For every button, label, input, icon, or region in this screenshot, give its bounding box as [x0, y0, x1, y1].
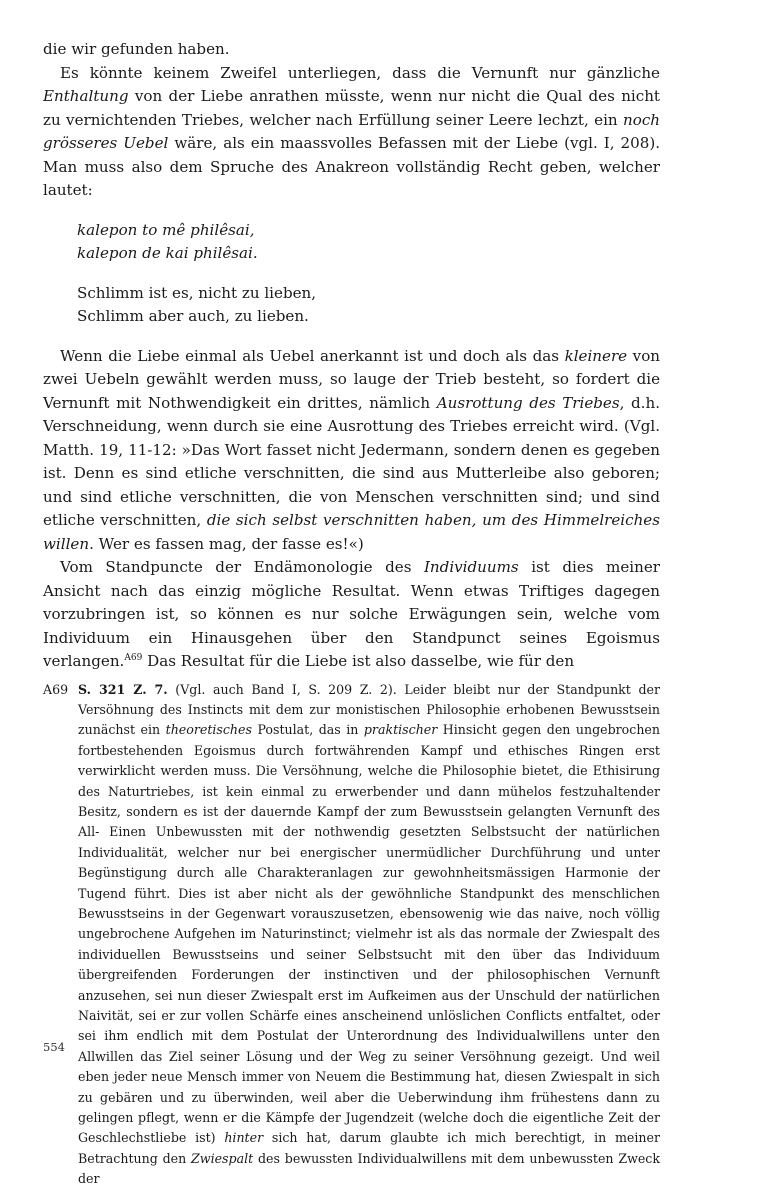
- emphasis: noch grösseres Uebel: [43, 110, 660, 152]
- text-run: von zwei Uebeln gewählt werden muss, so lauge der Trieb besteht, so fordert die Vernunft mit Nothwendigkeit ein drittes, nämlich: [43, 346, 660, 412]
- note-reference: S. 321 Z. 7.: [78, 681, 168, 697]
- text-run: . Wer es fassen mag, der fasse es!«): [89, 534, 364, 553]
- text-run: Es könnte keinem Zweifel unterliegen, dass die Vernunft nur gänzliche: [60, 63, 660, 82]
- paragraph-continuation: die wir gefunden haben.: [43, 40, 230, 58]
- paragraph-enthaltung: [43, 62, 660, 203]
- text-run: Wenn die Liebe einmal als Uebel anerkannt ist und doch als das: [60, 346, 565, 365]
- paragraph-standpunct: [43, 556, 660, 674]
- text-run: Hinsicht gegen den ungebrochen fortbestehenden Egoismus durch fortwährenden Kampf und ethisches Ringen erst verwirklicht werden muss. Die Versöhnung, welche die Philosophie bietet, die Ethisirung des Naturtriebes, ist kein einmal zu erwerbender und dann mühelos festzuhaltender Besitz, sondern es ist der dauernde Kampf der zum Bewusstsein gelangten Vernunft des All- Einen Unbewussten mit der nothwendig gesetzten Selbstsucht der natürlichen Individualität, welcher nur bei energischer unermüdlicher Durchführung und unter Begünstigung durch alle Charakteranlagen zur gewohnheitsmässigen Harmonie der Tugend führt. Dies ist aber nicht als der gewöhnliche Standpunkt des menschlichen Bewusstseins in der Gegenwart vorauszusetzen, ebensowenig wie das naive, noch völlig ungebrochene Aufgehen im Naturinstinct; vielmehr ist als das normale der Zwiespalt des individuellen Bewusstseins und seiner Selbstsucht mit den über das Individuum übergreifenden Forderungen der instinctiven und der philosophischen Vernunft anzusehen, sei nun dieser Zwiespalt erst im Aufkeimen aus der Unschuld der natürlichen Naivität, sei er zur vollen Schärfe eines anscheinend unlöslichen Conflicts entfaltet, oder sei ihm endlich mit dem Postulat der Unterordnung des Individualwillens unter den Allwillen das Ziel seiner Lösung und der Weg zu seiner Versöhnung gezeigt. Und weil eben jeder neue Mensch immer von Neuem die Bestimmung hat, diesen Zwiespalt in sich zu gebären und zu überwinden, weil aber die Ueberwindung ihm frühestens dann zu gelingen pflegt, wenn er die Kämpfe der Jugendzeit (welche doch die eigentliche Zeit der Geschlechstliebe ist): [78, 722, 660, 1146]
- text-run: des bewussten Individualwillens mit dem unbewussten Zweck der: [78, 1150, 660, 1187]
- text-run: von der Liebe anrathen müsste, wenn nur nicht die Qual des nicht zu vernichtenden Triebes, welcher nach Erfüllung seiner Leere lechzt, ein: [43, 87, 660, 129]
- emphasis: hinter: [224, 1130, 264, 1146]
- emphasis: theoretisches: [165, 722, 252, 738]
- verse-german: [77, 282, 660, 329]
- emphasis: Zwiespalt: [191, 1150, 254, 1166]
- emphasis: Individuums: [423, 558, 519, 576]
- text-run: (Vgl. auch Band I, S. 209 Z. 2). Leider bleibt nur der Standpunkt der Versöhnung des Instincts mit dem zur monistischen Philosophie erhobenen Bewusstsein zunächst ein: [78, 681, 660, 738]
- text-run: , d.h. Verschneidung, wenn durch sie eine Ausrottung des Triebes erreicht wird. (Vgl. Matth. 19, 11-12: »Das Wort fasset nicht Jedermann, sondern denen es gegeben ist. Denn es sind etliche verschnitten, die sind aus Mutterleibe also geboren; und sind etliche verschnitten, die von Menschen verschnitten sind; und sind etliche verschnitten,: [43, 393, 660, 529]
- text-run: ist dies meiner Ansicht nach das einzig mögliche Resultat. Wenn etwas Triftiges dagegen vorzubringen ist, so können es nur solche Erwägungen sein, welche vom Individuum ein Hinausgehen über den Standpunct seines Egoismus verlangen.: [43, 558, 660, 670]
- text-run: Postulat, das in: [251, 722, 364, 738]
- verse-line: kalepon to mê philêsai,: [77, 220, 255, 239]
- footnote-ref: A69: [124, 652, 143, 663]
- emphasis: die sich selbst verschnitten haben, um des Himmelreiches willen: [43, 511, 660, 553]
- page-content: [43, 38, 660, 1190]
- main-text: [43, 38, 660, 674]
- emphasis: kleinere: [564, 346, 628, 365]
- footnote-a69: [43, 680, 660, 1190]
- emphasis: Enthaltung: [43, 87, 129, 105]
- footnote-label: A69: [43, 681, 69, 697]
- footnote-body: [78, 680, 660, 1190]
- text-run: Vom Standpuncte der Endämonologie des: [60, 558, 424, 576]
- paragraph-uebel: [43, 345, 660, 557]
- emphasis: Ausrottung des Triebes: [436, 393, 620, 412]
- verse-line: Schlimm aber auch, zu lieben.: [77, 307, 309, 325]
- text-run: Das Resultat für die Liebe ist also dasselbe, wie für den: [142, 652, 575, 670]
- verse-line: kalepon de kai philêsai.: [77, 244, 258, 262]
- text-run: wäre, als ein maassvolles Befassen mit der Liebe (vgl. I, 208). Man muss also dem Spruche des Anakreon vollständig Recht geben, welcher lautet:: [43, 134, 660, 199]
- page-number: 554: [43, 1040, 65, 1054]
- text-run: sich hat, darum glaubte ich mich berechtigt, in meiner Betrachtung den: [78, 1130, 660, 1166]
- verse-greek: [77, 219, 660, 266]
- verse-line: Schlimm ist es, nicht zu lieben,: [77, 283, 317, 302]
- emphasis: praktischer: [363, 722, 438, 738]
